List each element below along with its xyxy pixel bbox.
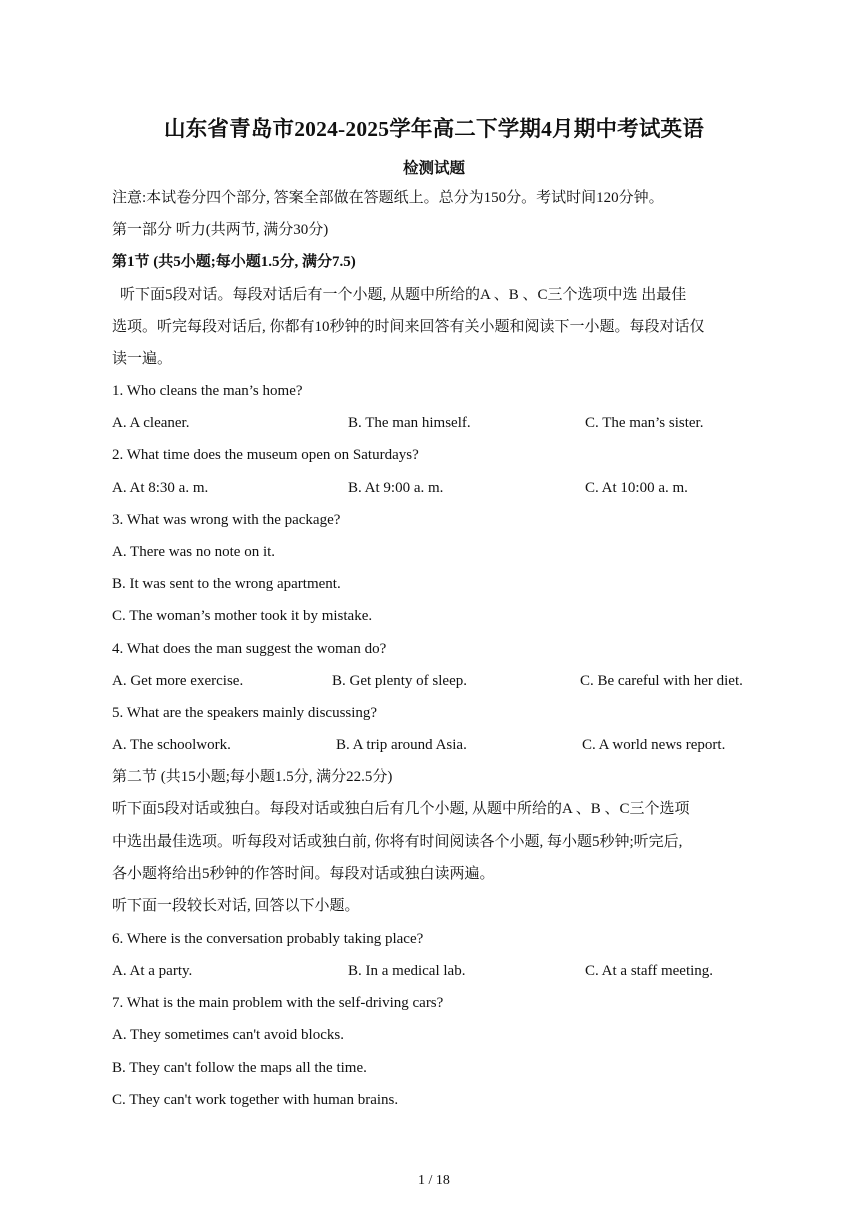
question-4: 4. What does the man suggest the woman do? xyxy=(112,641,387,657)
question-1: 1. Who cleans the man’s home? xyxy=(112,383,303,399)
question-3-option-a: A. There was no note on it. xyxy=(112,544,276,560)
section1-heading-text: 第1节 (共5小题;每小题1.5分, 满分7.5) xyxy=(112,254,356,270)
question-4-option-a: A. Get more exercise. xyxy=(112,673,244,689)
document-title: 山东省青岛市2024-2025学年高二下学期4月期中考试英语 xyxy=(164,117,704,141)
question-3: 3. What was wrong with the package? xyxy=(112,512,341,528)
question-5-option-b: B. A trip around Asia. xyxy=(336,737,467,753)
question-2-option-a: A. At 8:30 a. m. xyxy=(112,480,209,496)
question-2: 2. What time does the museum open on Saturdays? xyxy=(112,447,419,463)
section1-instruction-line: 读一遍。 xyxy=(112,351,173,367)
section1-instruction-line: 选项。听完每段对话后, 你都有10秒钟的时间来回答有关小题和阅读下一小题。每段对话仅 xyxy=(112,319,705,335)
section2-instruction-line: 各小题将给出5秒钟的作答时间。每段对话或独白读两遍。 xyxy=(112,866,495,882)
question-2-option-b: B. At 9:00 a. m. xyxy=(348,480,444,496)
question-6: 6. Where is the conversation probably taking place? xyxy=(112,931,424,947)
question-7: 7. What is the main problem with the self-driving cars? xyxy=(112,995,444,1011)
question-6-option-b: B. In a medical lab. xyxy=(348,963,466,979)
question-7-option-c: C. They can't work together with human brains. xyxy=(112,1092,399,1108)
question-7-option-a: A. They sometimes can't avoid blocks. xyxy=(112,1027,344,1043)
section2-instruction-line: 中选出最佳选项。听每段对话或独白前, 你将有时间阅读各个小题, 每小题5秒钟;听完后, xyxy=(112,834,683,850)
question-3-option-c: C. The woman’s mother took it by mistake. xyxy=(112,608,373,624)
question-1-option-a: A. A cleaner. xyxy=(112,415,190,431)
question-4-option-b: B. Get plenty of sleep. xyxy=(332,673,467,689)
section2-instruction-line: 听下面5段对话或独白。每段对话或独白后有几个小题, 从题中所给的A 、B 、C三个选项 xyxy=(112,801,690,817)
page-number: 1 / 18 xyxy=(418,1173,450,1188)
question-7-option-b: B. They can't follow the maps all the time. xyxy=(112,1060,367,1076)
question-4-option-c: C. Be careful with her diet. xyxy=(580,673,743,689)
question-6-option-a: A. At a party. xyxy=(112,963,193,979)
question-2-option-c: C. At 10:00 a. m. xyxy=(585,480,688,496)
question-6-option-c: C. At a staff meeting. xyxy=(585,963,714,979)
question-1-option-b: B. The man himself. xyxy=(348,415,471,431)
question-5: 5. What are the speakers mainly discussing? xyxy=(112,705,378,721)
question-5-option-c: C. A world news report. xyxy=(582,737,726,753)
section1-instruction-line: 听下面5段对话。每段对话后有一个小题, 从题中所给的A 、B 、C三个选项中选 出最佳 xyxy=(120,287,687,303)
section2-heading: 第二节 (共15小题;每小题1.5分, 满分22.5分) xyxy=(112,769,393,785)
question-3-option-b: B. It was sent to the wrong apartment. xyxy=(112,576,341,592)
exam-notice: 注意:本试卷分四个部分, 答案全部做在答题纸上。总分为150分。考试时间120分钟。 xyxy=(112,190,664,206)
dialog-intro: 听下面一段较长对话, 回答以下小题。 xyxy=(112,898,360,914)
part-heading: 第一部分 听力(共两节, 满分30分) xyxy=(112,222,329,238)
question-1-option-c: C. The man’s sister. xyxy=(585,415,704,431)
question-5-option-a: A. The schoolwork. xyxy=(112,737,231,753)
section1-heading xyxy=(112,252,762,272)
document-subtitle: 检测试题 xyxy=(402,160,465,177)
